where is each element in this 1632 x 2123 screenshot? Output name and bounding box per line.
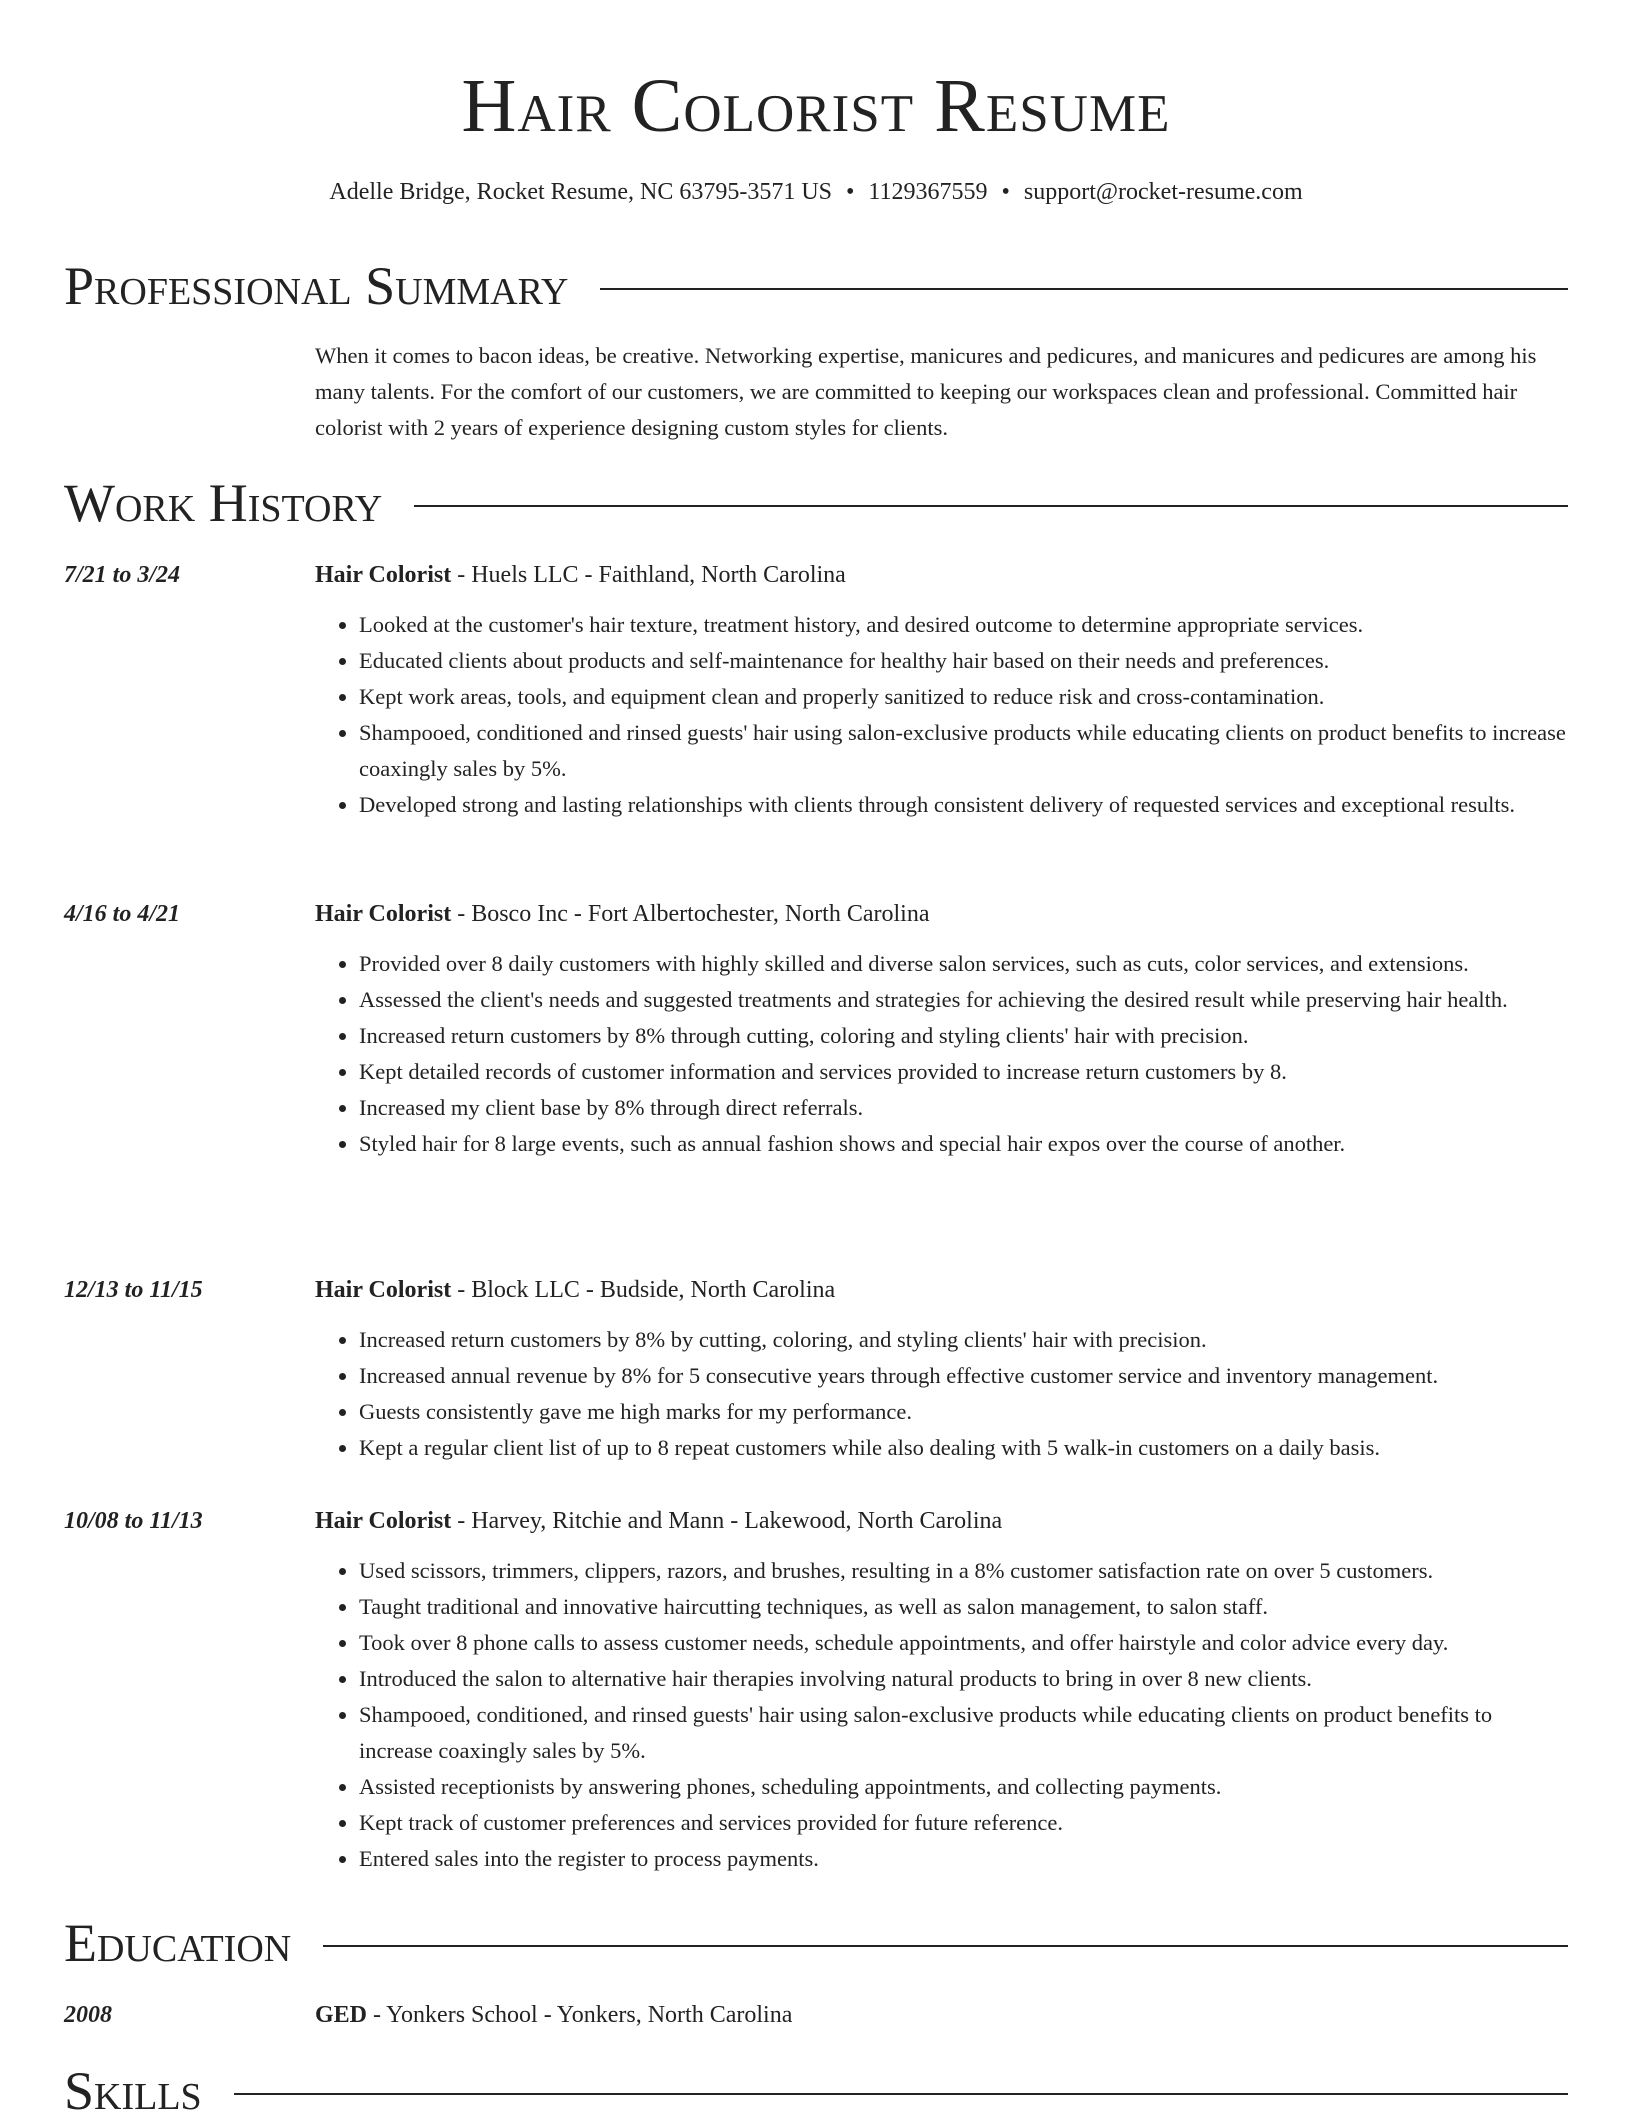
- job-heading: [315, 1272, 1568, 1308]
- job-date: 7/21 to 3/24: [64, 562, 181, 588]
- job-bullet: • Kept detailed records of customer information and services provided to increase return customers by 8.: [359, 1054, 1568, 1090]
- job-bullet: • Entered sales into the register to process payments.: [359, 1841, 1568, 1877]
- job-bullet: • Shampooed, conditioned, and rinsed guests' hair using salon-exclusive products while educating clients on product benefits to increase coaxingly sales by 5%.: [359, 1697, 1568, 1769]
- job-entry: [64, 896, 1568, 1162]
- job-bullet: • Developed strong and lasting relationships with clients through consistent delivery of requested services and exceptional results.: [359, 787, 1568, 823]
- job-bullet: • Increased my client base by 8% through direct referrals.: [359, 1090, 1568, 1126]
- section-header-work-history: [64, 471, 1568, 535]
- job-title: Hair Colorist: [315, 562, 452, 588]
- job-employer: - Harvey, Ritchie and Mann - Lakewood, North Carolina: [451, 1508, 1003, 1534]
- contact-email: support@rocket-resume.com: [1023, 179, 1303, 205]
- job-title: Hair Colorist: [315, 1508, 452, 1534]
- contact-separator: •: [846, 179, 855, 205]
- job-bullets: [315, 1553, 1568, 1877]
- job-employer: - Block LLC - Budside, North Carolina: [451, 1277, 836, 1303]
- contact-address: Adelle Bridge, Rocket Resume, NC 63795-3571 US: [329, 179, 832, 205]
- job-bullet: • Shampooed, conditioned and rinsed guests' hair using salon-exclusive products while educating clients on product benefits to increase coaxingly sales by 5%.: [359, 715, 1568, 787]
- section-divider: [600, 288, 1568, 290]
- job-bullet: • Styled hair for 8 large events, such as annual fashion shows and special hair expos over the course of another.: [359, 1126, 1568, 1162]
- section-title-summary: Professional Summary: [64, 256, 569, 316]
- job-heading: [315, 1503, 1568, 1539]
- job-bullet: • Assisted receptionists by answering phones, scheduling appointments, and collecting payments.: [359, 1769, 1568, 1805]
- job-bullet: • Took over 8 phone calls to assess customer needs, schedule appointments, and offer hairstyle and color advice every day.: [359, 1625, 1568, 1661]
- job-bullet: • Introduced the salon to alternative hair therapies involving natural products to bring in over 8 new clients.: [359, 1661, 1568, 1697]
- summary-text: When it comes to bacon ideas, be creative. Networking expertise, manicures and pedicures, and manicures and pedicures are among his many talents. For the comfort of our customers, we are committed to keeping our workspaces clean and professional. Committed hair colorist with 2 years of experience designing custom styles for clients.: [315, 343, 1537, 440]
- job-heading: [315, 896, 1568, 932]
- job-bullet: • Looked at the customer's hair texture, treatment history, and desired outcome to determine appropriate services.: [359, 607, 1568, 643]
- education-degree: GED: [315, 2002, 368, 2028]
- section-divider: [323, 1945, 1568, 1947]
- job-entry: [64, 557, 1568, 823]
- job-heading: [315, 557, 1568, 593]
- job-bullet: • Taught traditional and innovative haircutting techniques, as well as salon management, to salon staff.: [359, 1589, 1568, 1625]
- job-bullet: • Educated clients about products and self-maintenance for healthy hair based on their needs and preferences.: [359, 643, 1568, 679]
- job-title: Hair Colorist: [315, 901, 452, 927]
- job-bullet: • Increased return customers by 8% by cutting, coloring, and styling clients' hair with precision.: [359, 1322, 1568, 1358]
- section-divider: [414, 505, 1568, 507]
- education-heading: [315, 1997, 1568, 2033]
- section-title-skills: Skills: [64, 2061, 202, 2121]
- job-employer: - Huels LLC - Faithland, North Carolina: [451, 562, 846, 588]
- job-bullet: • Increased annual revenue by 8% for 5 consecutive years through effective customer service and inventory management.: [359, 1358, 1568, 1394]
- job-title: Hair Colorist: [315, 1277, 452, 1303]
- job-date: 4/16 to 4/21: [64, 901, 181, 927]
- section-header-skills: [64, 2059, 1568, 2123]
- section-title-education: Education: [64, 1913, 292, 1973]
- job-bullets: [315, 946, 1568, 1162]
- resume-title: Hair Colorist Resume: [461, 64, 1171, 148]
- job-date: 10/08 to 11/13: [64, 1508, 203, 1534]
- job-bullet: • Used scissors, trimmers, clippers, razors, and brushes, resulting in a 8% customer satisfaction rate on over 5 customers.: [359, 1553, 1568, 1589]
- job-date: 12/13 to 11/15: [64, 1277, 203, 1303]
- job-bullet: • Kept track of customer preferences and services provided for future reference.: [359, 1805, 1568, 1841]
- section-header-summary: [64, 254, 1568, 318]
- job-entry: [64, 1272, 1568, 1466]
- education-date: 2008: [64, 2002, 112, 2028]
- section-divider: [234, 2093, 1568, 2095]
- job-bullet: • Kept a regular client list of up to 8 repeat customers while also dealing with 5 walk-in customers on a daily basis.: [359, 1430, 1568, 1466]
- contact-separator: •: [1001, 179, 1010, 205]
- section-header-education: [64, 1911, 1568, 1975]
- education-school: - Yonkers School - Yonkers, North Carolina: [367, 2002, 793, 2028]
- job-employer: - Bosco Inc - Fort Albertochester, North Carolina: [451, 901, 930, 927]
- job-bullets: [315, 1322, 1568, 1466]
- job-bullet: • Assessed the client's needs and suggested treatments and strategies for achieving the desired result while preserving hair health.: [359, 982, 1568, 1018]
- job-bullet: • Guests consistently gave me high marks for my performance.: [359, 1394, 1568, 1430]
- job-bullet: • Increased return customers by 8% through cutting, coloring and styling clients' hair with precision.: [359, 1018, 1568, 1054]
- job-bullets: [315, 607, 1568, 823]
- contact-line: [0, 174, 1632, 210]
- job-bullet: • Provided over 8 daily customers with highly skilled and diverse salon services, such as cuts, color services, and extensions.: [359, 946, 1568, 982]
- job-entry: [64, 1503, 1568, 1877]
- job-bullet: • Kept work areas, tools, and equipment clean and properly sanitized to reduce risk and cross-contamination.: [359, 679, 1568, 715]
- section-title-work-history: Work History: [64, 473, 383, 533]
- contact-phone: 1129367559: [868, 179, 988, 205]
- education-entry: [64, 1997, 1568, 2033]
